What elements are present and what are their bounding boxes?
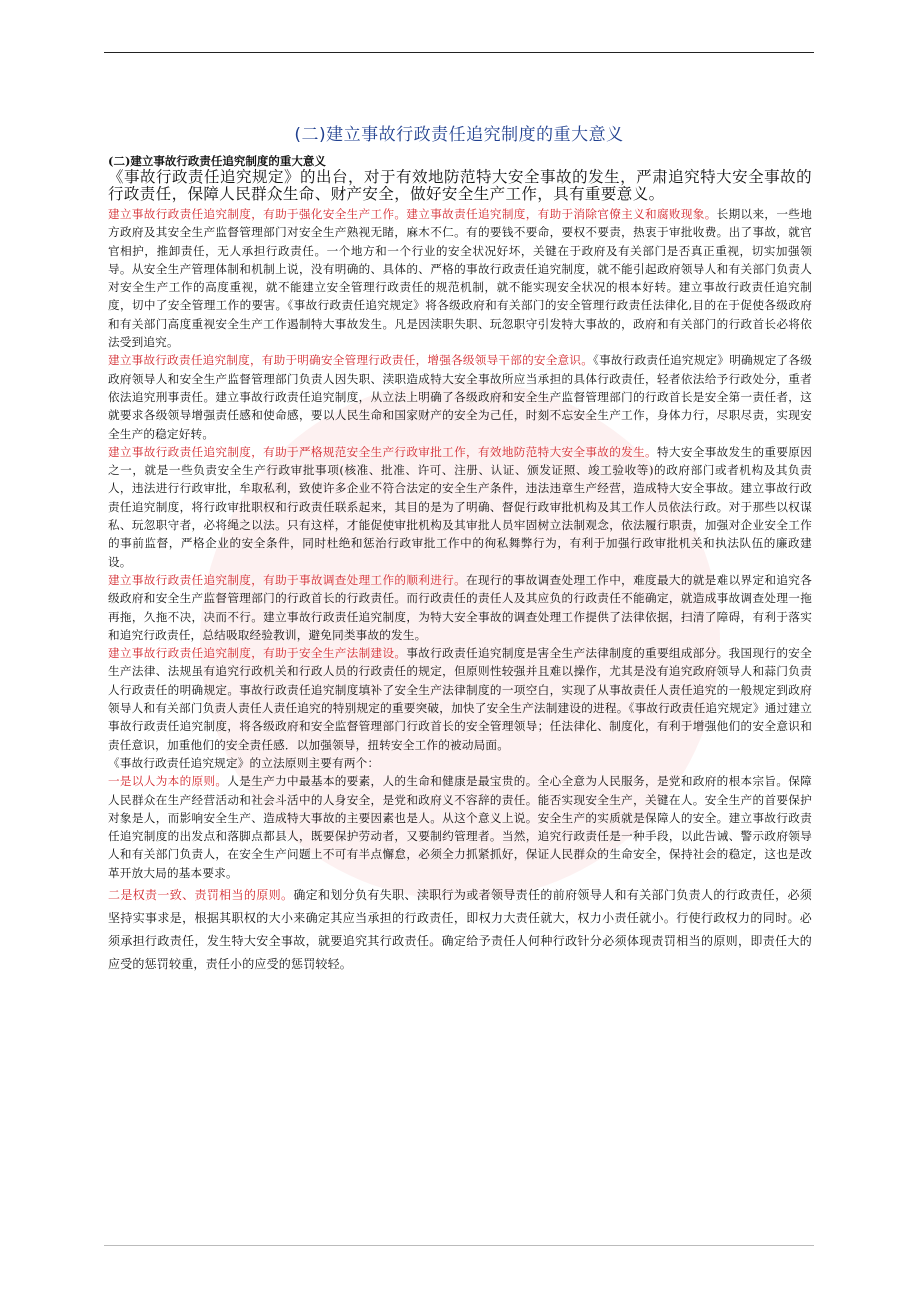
paragraph-7 — [108, 772, 812, 882]
paragraph-lead: 建立事故行政责任追究制度，有助于事故调查处理工作的顺利进行。 — [108, 572, 467, 587]
paragraph-body: 《事故行政责任追究规定》明确规定了各级政府领导人和安全生产监督管理部门负责人因失职、渎职造成特大安全事故所应当承担的具体行政责任，轻者依法给予行政处分，重者依法追究刑事责任。建立事故行政责任追究制度，从立法上明确了各级政府和安全生产监督管理部门的行政首长是安全第一责任者，这就要求各级领导增强责任感和使命感，要以人民生命和国家财产的安全为己任，时刻不忘安全生产工作，身体力行，尽职尽责，实现安全生产的稳定好转。 — [108, 353, 812, 441]
paragraph-lead: 建立事故行政责任追究制度，有助于严格规范安全生产行政审批工作，有效地防范特大安全事故的发生。 — [108, 444, 657, 459]
paragraph-body: 事故行政责任追究制度是害全生产法律制度的重要组成部分。我国现行的安全生产法律、法规虽有追究行政机关和行政人员的行政责任的规定，但原则性较强并且难以操作，尤其是没有追究政府领导人和蒜门负责人行政责任的明确规定。事故行政责任追究制度填补了安全生产法律制度的一项空白，实现了从事故责任人责任追究的一般规定到政府领导人和有关部门负责人责任人责任追究的特别规定的重要突破，加快了安全生产法制建设的进程。《事故行政责任追究规定》通过建立事故行政责任追究制度，将各级政府和安全监督管理部门行政首长的安全管理领导；任法律化、制度化，有利于增强他们的安全意识和责任意识，加重他们的安全责任感．以加强领导，扭转安全工作的被动局面。 — [108, 646, 812, 752]
paragraph-lead: 一是以人为本的原则。 — [108, 774, 228, 789]
header-rule — [104, 52, 814, 53]
intro-paragraph: 《事故行政责任追究规定》的出台，对于有效地防范特大安全事故的发生，严肃追究特大安全事故的行政责任，保障人民群众生命、财产安全，做好安全生产工作，具有重要意义。 — [108, 168, 812, 203]
paragraph-lead: 建立事故行政责任追究制度，有助于强化安全生产工作。建立事故责任追究制度，有助于消除官僚主义和腐败现象。 — [108, 207, 717, 221]
paragraph-body: 长期以来，一些地方政府及其安全生产监督管理部门对安全生产熟视无睹，麻木不仁。有的要钱不要命，要权不要责，热衷于审批收费。出了事故，就官官相护，推卸责任，无人承担行政责任。一个地方和一个行业的安全状况好坏，关键在于政府及有关部门是否真正重视，切实加强领导。从安全生产管理体制和机制上说，没有明确的、具体的、严格的事故行政责任追究制度，就不能引起政府领导人和有关部门负责人对安全生产工作的高度重视，就不能建立安全管理行政责任的规范机制，就不能实现安全状况的根本好转。建立事故行政责任追究制度，切中了安全管理工作的要害。《事故行政责任追究规定》将各级政府和有关部门的安全管理行政责任法律化,目的在于促使各级政府和有关部门高度重视安全生产工作遏制特大事故发生。凡是因渎职失职、玩忽职守引发特大事故的，政府和有关部门的行政首长必将依法受到追究。 — [108, 207, 812, 350]
paragraph-4 — [108, 571, 812, 644]
paragraph-body: 特大安全事故发生的重要原因之一，就是一些负责安全生产行政审批事项(核准、批准、许可、注册、认证、颁发证照、竣工验收等)的政府部门或者机构及其负责人，违法进行行政审批，牟取私利，致使许多企业不符合法定的安全生产条件，违法违章生产经营，造成特大安全事故。建立事故行政责任追究制度，将行政审批职权和行政责任联系起来，其目的是为了明确、督促行政审批机构及其工作人员依法行政。对于那些以权谋私、玩忽职守者，必将绳之以法。只有这样，才能促使审批机构及其审批人员牢固树立法制观念，依法履行职责，加强对企业安全工作的事前监督，严格企业的安全条件，同时杜绝和惩治行政审批工作中的徇私舞弊行为，有利于加强行政审批机关和执法队伍的廉政建设。 — [108, 444, 812, 569]
paragraph-5 — [108, 644, 812, 754]
paragraph-8 — [108, 884, 812, 976]
paragraph-body: 在现行的事故调查处理工作中，难度最大的就是难以界定和追究各级政府和安全生产监督管理部门的行政首长的行政责任。而行政责任的责任人及其应负的行政责任不能确定，就造成事故调查处理一拖再拖，久拖不决，决而不行。建立事故行政责任追究制度，为特大安全事故的调查处理工作提供了法律依据，扫清了障碍，有利于落实和追究行政责任，总结吸取经验教训，避免同类事故的发生。 — [108, 572, 812, 642]
paragraph-lead: 二是权责一致、责罚相当的原则。 — [108, 887, 294, 902]
paragraph-3 — [108, 443, 812, 571]
paragraph-2 — [108, 351, 812, 442]
paragraph-6 — [108, 754, 812, 772]
footer-rule — [104, 1245, 814, 1246]
paragraph-body: 确定和划分负有失职、渎职行为或者领导责任的前府领导人和有关部门负责人的行政责任，必须坚持实事求是，根据其职权的大小来确定其应当承担的行政责任，即权力大责任就大，权力小责任就小。行使行政权力的同时。必须承担行政责任，发生特大安全事故，就要追究其行政责任。确定给予责任人何种行政针分必须体现责罚相当的原则，即责任大的应受的惩罚较重，责任小的应受的惩罚较轻。 — [108, 887, 812, 971]
paragraph-lead: 建立事故行政责任追究制度，有助于明确安全管理行政责任，增强各级领导干部的安全意识。 — [108, 353, 594, 368]
section-subheading: (二)建立事故行政责任追究制度的重大意义 — [108, 154, 326, 168]
paragraph-body: 《事故行政责任追究规定》的立法原则主要有两个： — [108, 755, 380, 770]
document-body — [108, 153, 812, 976]
paragraph-body: 人是生产力中最基本的要素，人的生命和健康是最宝贵的。全心全意为人民服务，是党和政府的根本宗旨。保障人民群众在生产经营活动和社会斗活中的人身安全，是党和政府义不容辞的责任。能否实现安全生产，关键在人。安全生产的首要保护对象是人，而影响安全生产、造成特大事故的主要因素也是人。从这个意义上说。安全生产的实质就是保障人的安全。建立事故行政责任追究制度的出发点和落脚点都县人，既要保护劳动者，又要制约管理者。当然，追究行政责任是一种手段，以此告诫、警示政府领导人和有关部门负责人，在安全生产问题上不可有半点懈怠，必须全力抓紧抓好，保证人民群众的生命安全，保持社会的稳定，这也是改革开放大局的基本要求。 — [108, 774, 812, 880]
page-title: (二)建立事故行政责任追究制度的重大意义 — [294, 125, 624, 145]
paragraph-lead: 建立事故行政责任追究制度，有助于安全生产法制建设。 — [108, 646, 407, 661]
paragraph-1 — [108, 205, 812, 351]
